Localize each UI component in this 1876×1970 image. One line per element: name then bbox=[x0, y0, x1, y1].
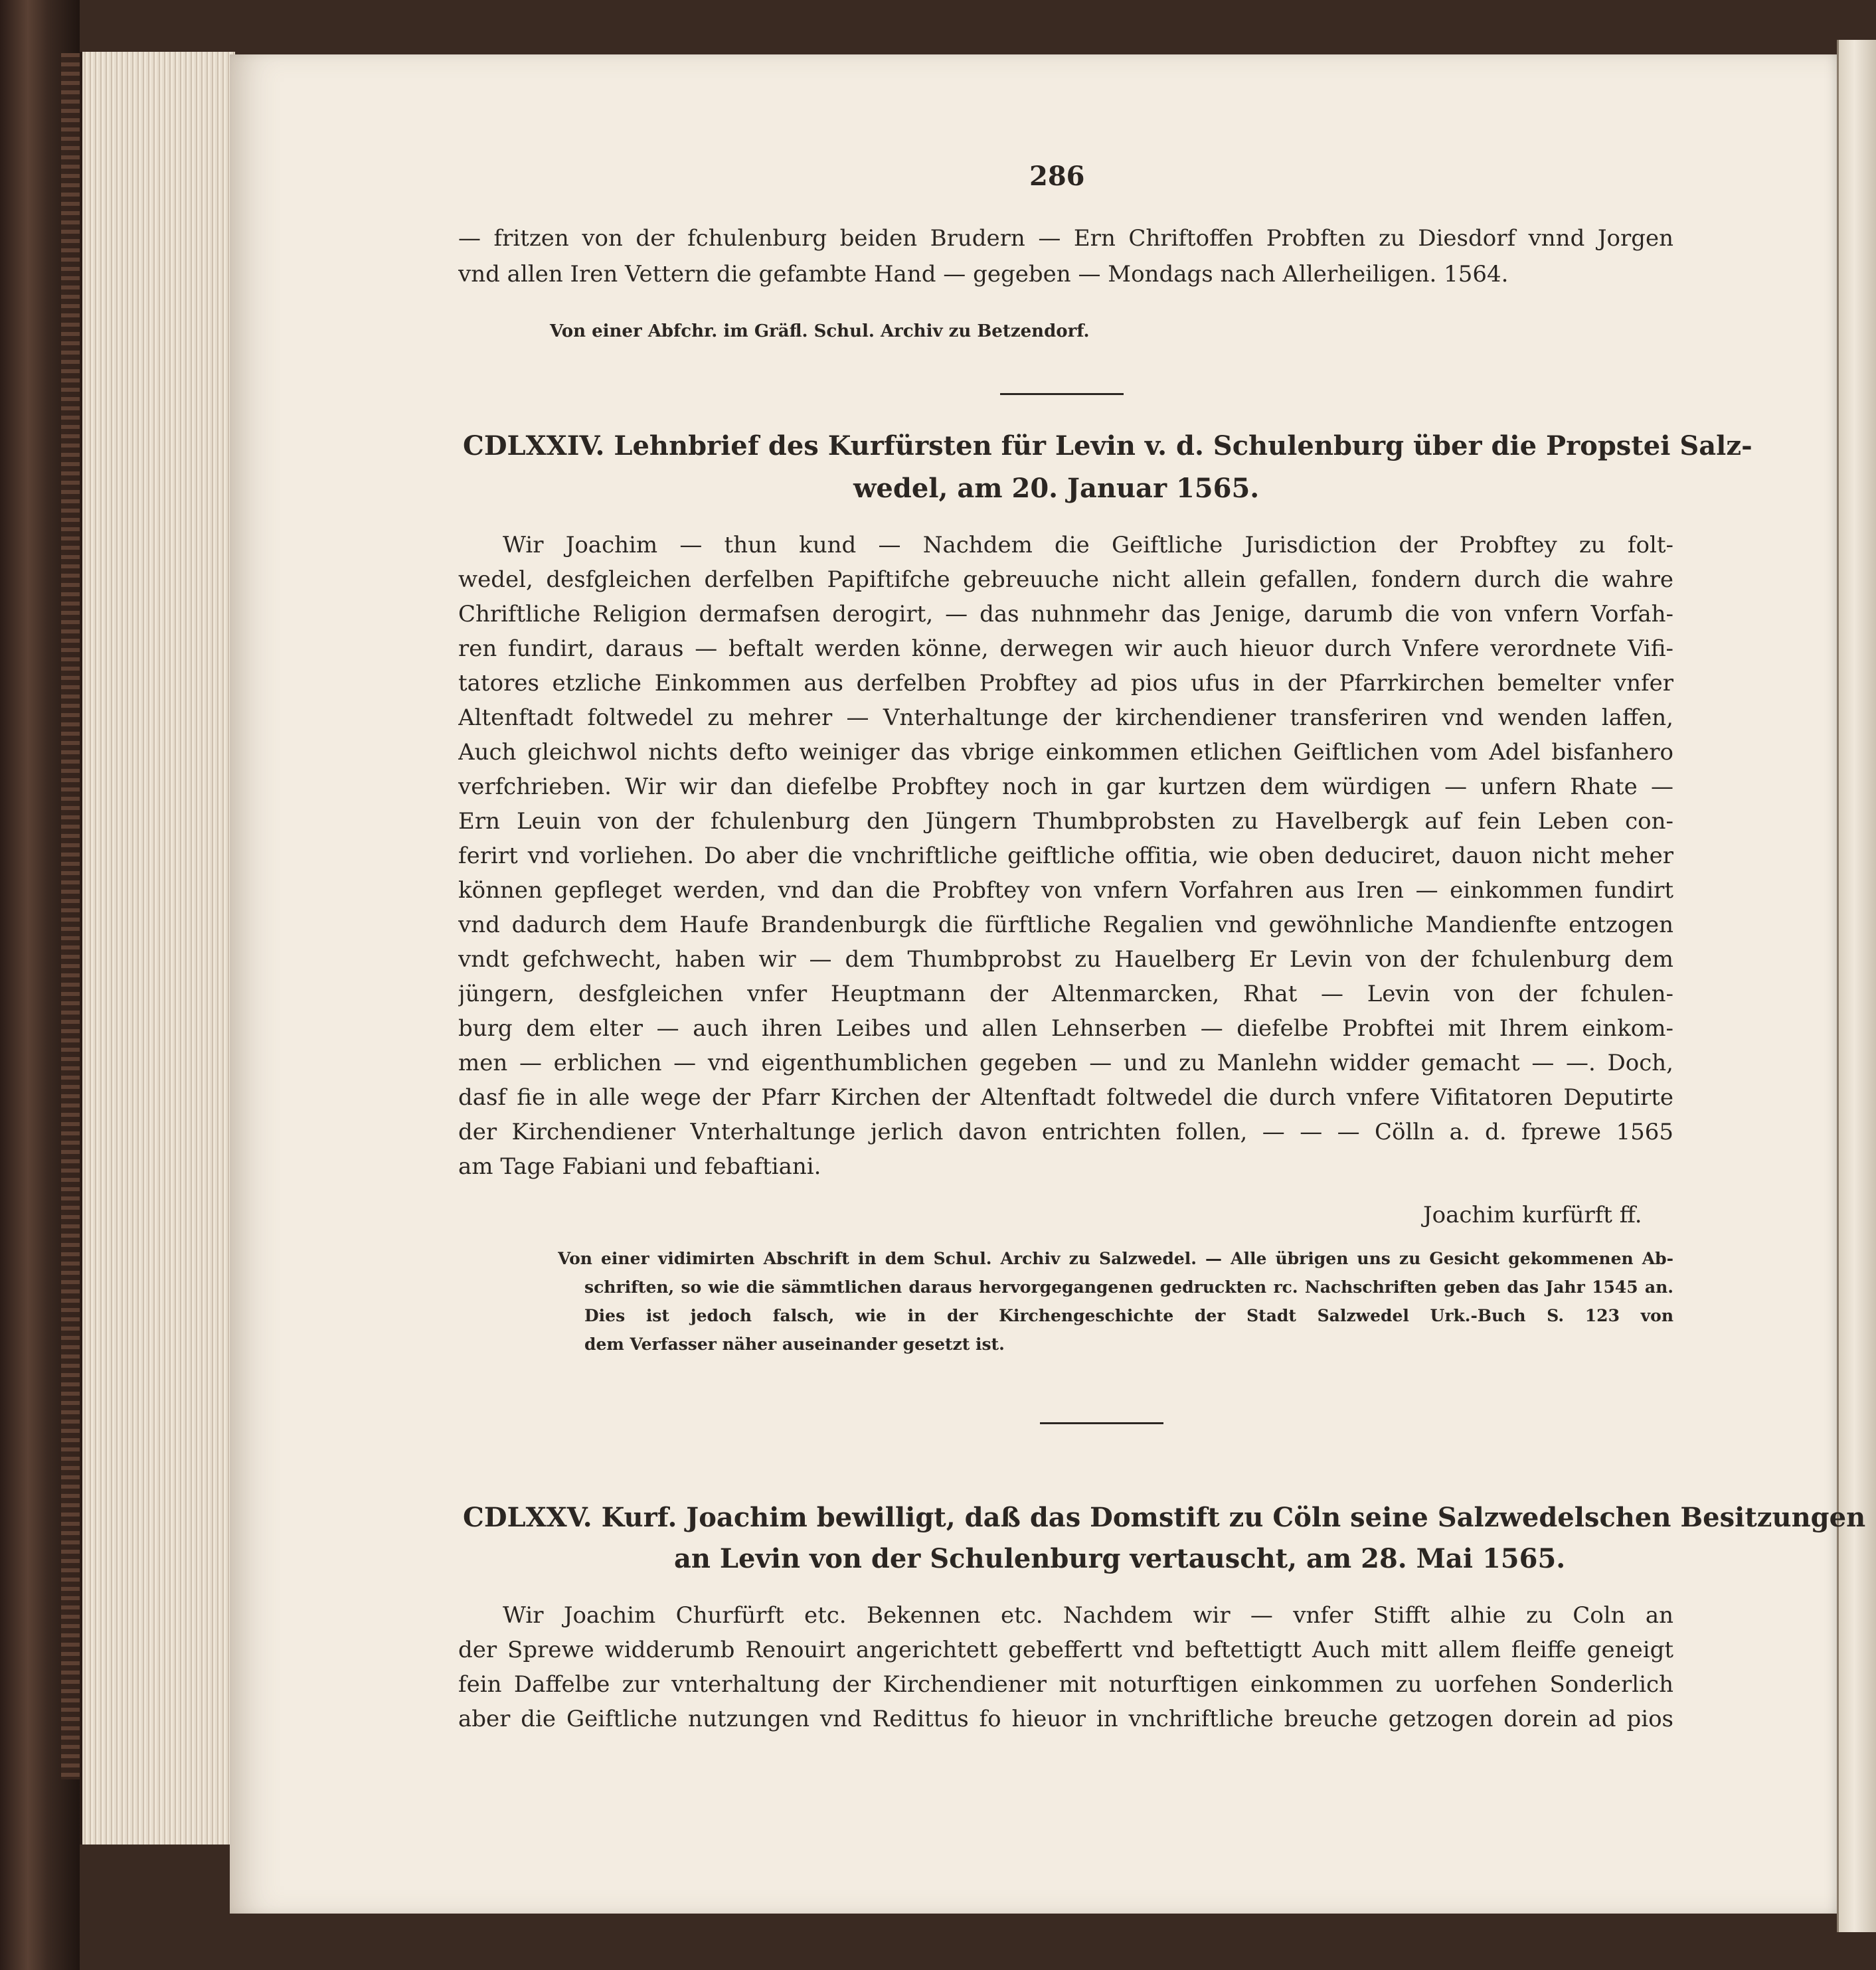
doc1-body-line: Altenftadt foltwedel zu mehrer — Vnterhaltunge der kirchendiener transferiren vnd wenden laffen, bbox=[458, 704, 1673, 731]
doc1-body-line: burg dem elter — auch ihren Leibes und allen Lehnserben — diefelbe Probftei mit Ihrem einkom- bbox=[458, 1015, 1673, 1042]
doc1-heading-line: wedel, am 20. Januar 1565. bbox=[853, 473, 1260, 504]
page-edges bbox=[80, 52, 235, 1845]
doc1-heading-line: CDLXXIV. Lehnbrief des Kurfürsten für Levin v. d. Schulenburg über die Propstei Salz- bbox=[463, 430, 1752, 461]
doc1-note-line: schriften, so wie die sämmtlichen daraus hervorgegangenen gedruckten rc. Nachschriften geben das Jahr 1545 an. bbox=[584, 1277, 1673, 1297]
doc1-note-line: Von einer vidimirten Abschrift in dem Schul. Archiv zu Salzwedel. — Alle übrigen uns zu Gesicht gekommenen Ab- bbox=[558, 1249, 1673, 1268]
doc1-body-line: dasf fie in alle wege der Pfarr Kirchen der Altenftadt foltwedel die durch vnfere Vifitatoren Deputirte bbox=[458, 1084, 1673, 1111]
intro-line: — fritzen von der fchulenburg beiden Brudern — Ern Chriftoffen Probften zu Diesdorf vnnd Jorgen bbox=[458, 225, 1673, 252]
doc2-heading-line: an Levin von der Schulenburg vertauscht, am 28. Mai 1565. bbox=[674, 1543, 1566, 1574]
doc1-note-line: Dies ist jedoch falsch, wie in der Kirchengeschichte der Stadt Salzwedel Urk.-Buch S. 123 von bbox=[584, 1306, 1673, 1325]
intro-line: vnd allen Iren Vettern die gefambte Hand — gegeben — Mondags nach Allerheiligen. 1564. bbox=[458, 261, 1509, 287]
doc2-heading-line: CDLXXV. Kurf. Joachim bewilligt, daß das Domstift zu Cöln seine Salzwedelschen Besitzungen bbox=[463, 1502, 1866, 1533]
section-divider bbox=[1040, 1422, 1163, 1424]
doc2-body-line: aber die Geiftliche nutzungen vnd Redittus fo hieuor in vnchriftliche breuche getzogen dorein ad pios bbox=[458, 1706, 1673, 1732]
doc1-body-line: der Kirchendiener Vnterhaltunge jerlich davon entrichten follen, — — — Cölln a. d. fprewe 1565 bbox=[458, 1119, 1673, 1145]
doc2-body-line: fein Daffelbe zur vnterhaltung der Kirchendiener mit noturftigen einkommen zu uorfehen Sonderlich bbox=[458, 1671, 1673, 1698]
doc2-body-line: Wir Joachim Churfürft etc. Bekennen etc. Nachdem wir — vnfer Stifft alhie zu Coln an bbox=[503, 1602, 1673, 1629]
doc1-body-line: Chriftliche Religion dermafsen derogirt, — das nuhnmehr das Jenige, darumb die von vnfern Vorfah- bbox=[458, 601, 1673, 627]
doc1-body-line: ren fundirt, daraus — beftalt werden könne, derwegen wir auch hieuor durch Vnfere verordnete Vifi- bbox=[458, 635, 1673, 662]
doc1-body-line: jüngern, desfgleichen vnfer Heuptmann der Altenmarcken, Rhat — Levin von der fchulen- bbox=[458, 981, 1673, 1007]
doc1-body-line: können gepfleget werden, vnd dan die Probftey von vnfern Vorfahren aus Iren — einkommen fundirt bbox=[458, 877, 1673, 904]
doc1-body-line: men — erblichen — vnd eigenthumblichen gegeben — und zu Manlehn widder gemacht — —. Doch, bbox=[458, 1050, 1673, 1076]
doc1-body-line: vnd dadurch dem Haufe Brandenburgk die fürftliche Regalien vnd gewöhnliche Mandienfte entzogen bbox=[458, 912, 1673, 938]
doc2-body-line: der Sprewe widderumb Renouirt angerichtett gebeffertt vnd beftettigtt Auch mitt allem fleiffe geneigt bbox=[458, 1637, 1673, 1663]
doc1-body-line: vndt gefchwecht, haben wir — dem Thumbprobst zu Hauelberg Er Levin von der fchulenburg dem bbox=[458, 946, 1673, 973]
next-page-edge bbox=[1837, 40, 1876, 1932]
doc1-body-line: Ern Leuin von der fchulenburg den Jüngern Thumbprobsten zu Havelbergk auf fein Leben con- bbox=[458, 808, 1673, 835]
doc1-body-line: am Tage Fabiani und febaftiani. bbox=[458, 1153, 821, 1180]
book-spine bbox=[0, 0, 80, 1970]
doc1-body-line: verfchrieben. Wir wir dan diefelbe Probftey noch in gar kurtzen dem würdigen — unfern Rhate — bbox=[458, 774, 1673, 800]
spine-headband bbox=[61, 53, 81, 1779]
page-number: 286 bbox=[1029, 161, 1085, 192]
doc1-body-line: Auch gleichwol nichts defto weiniger das vbrige einkommen etlichen Geiftlichen vom Adel bisfanhero bbox=[458, 739, 1673, 766]
intro-source-note: Von einer Abfchr. im Gräfl. Schul. Archiv zu Betzendorf. bbox=[550, 321, 1090, 341]
doc1-body-line: ferirt vnd vorliehen. Do aber die vnchriftliche geiftliche offitia, wie oben deduciret, dauon nicht meher bbox=[458, 843, 1673, 869]
section-divider bbox=[1000, 393, 1124, 395]
doc1-body-line: tatores etzliche Einkommen aus derfelben Probftey ad pios ufus in der Pfarrkirchen bemelter vnfer bbox=[458, 670, 1673, 697]
doc1-body-line: Wir Joachim — thun kund — Nachdem die Geiftliche Jurisdiction der Probftey zu folt- bbox=[503, 532, 1673, 558]
doc1-signature: Joachim kurfürft ff. bbox=[1423, 1202, 1642, 1228]
doc1-body-line: wedel, desfgleichen derfelben Papiftifche gebreuuche nicht allein gefallen, fondern durch die wahre bbox=[458, 566, 1673, 593]
doc1-note-line: dem Verfasser näher auseinander gesetzt ist. bbox=[584, 1335, 1005, 1354]
